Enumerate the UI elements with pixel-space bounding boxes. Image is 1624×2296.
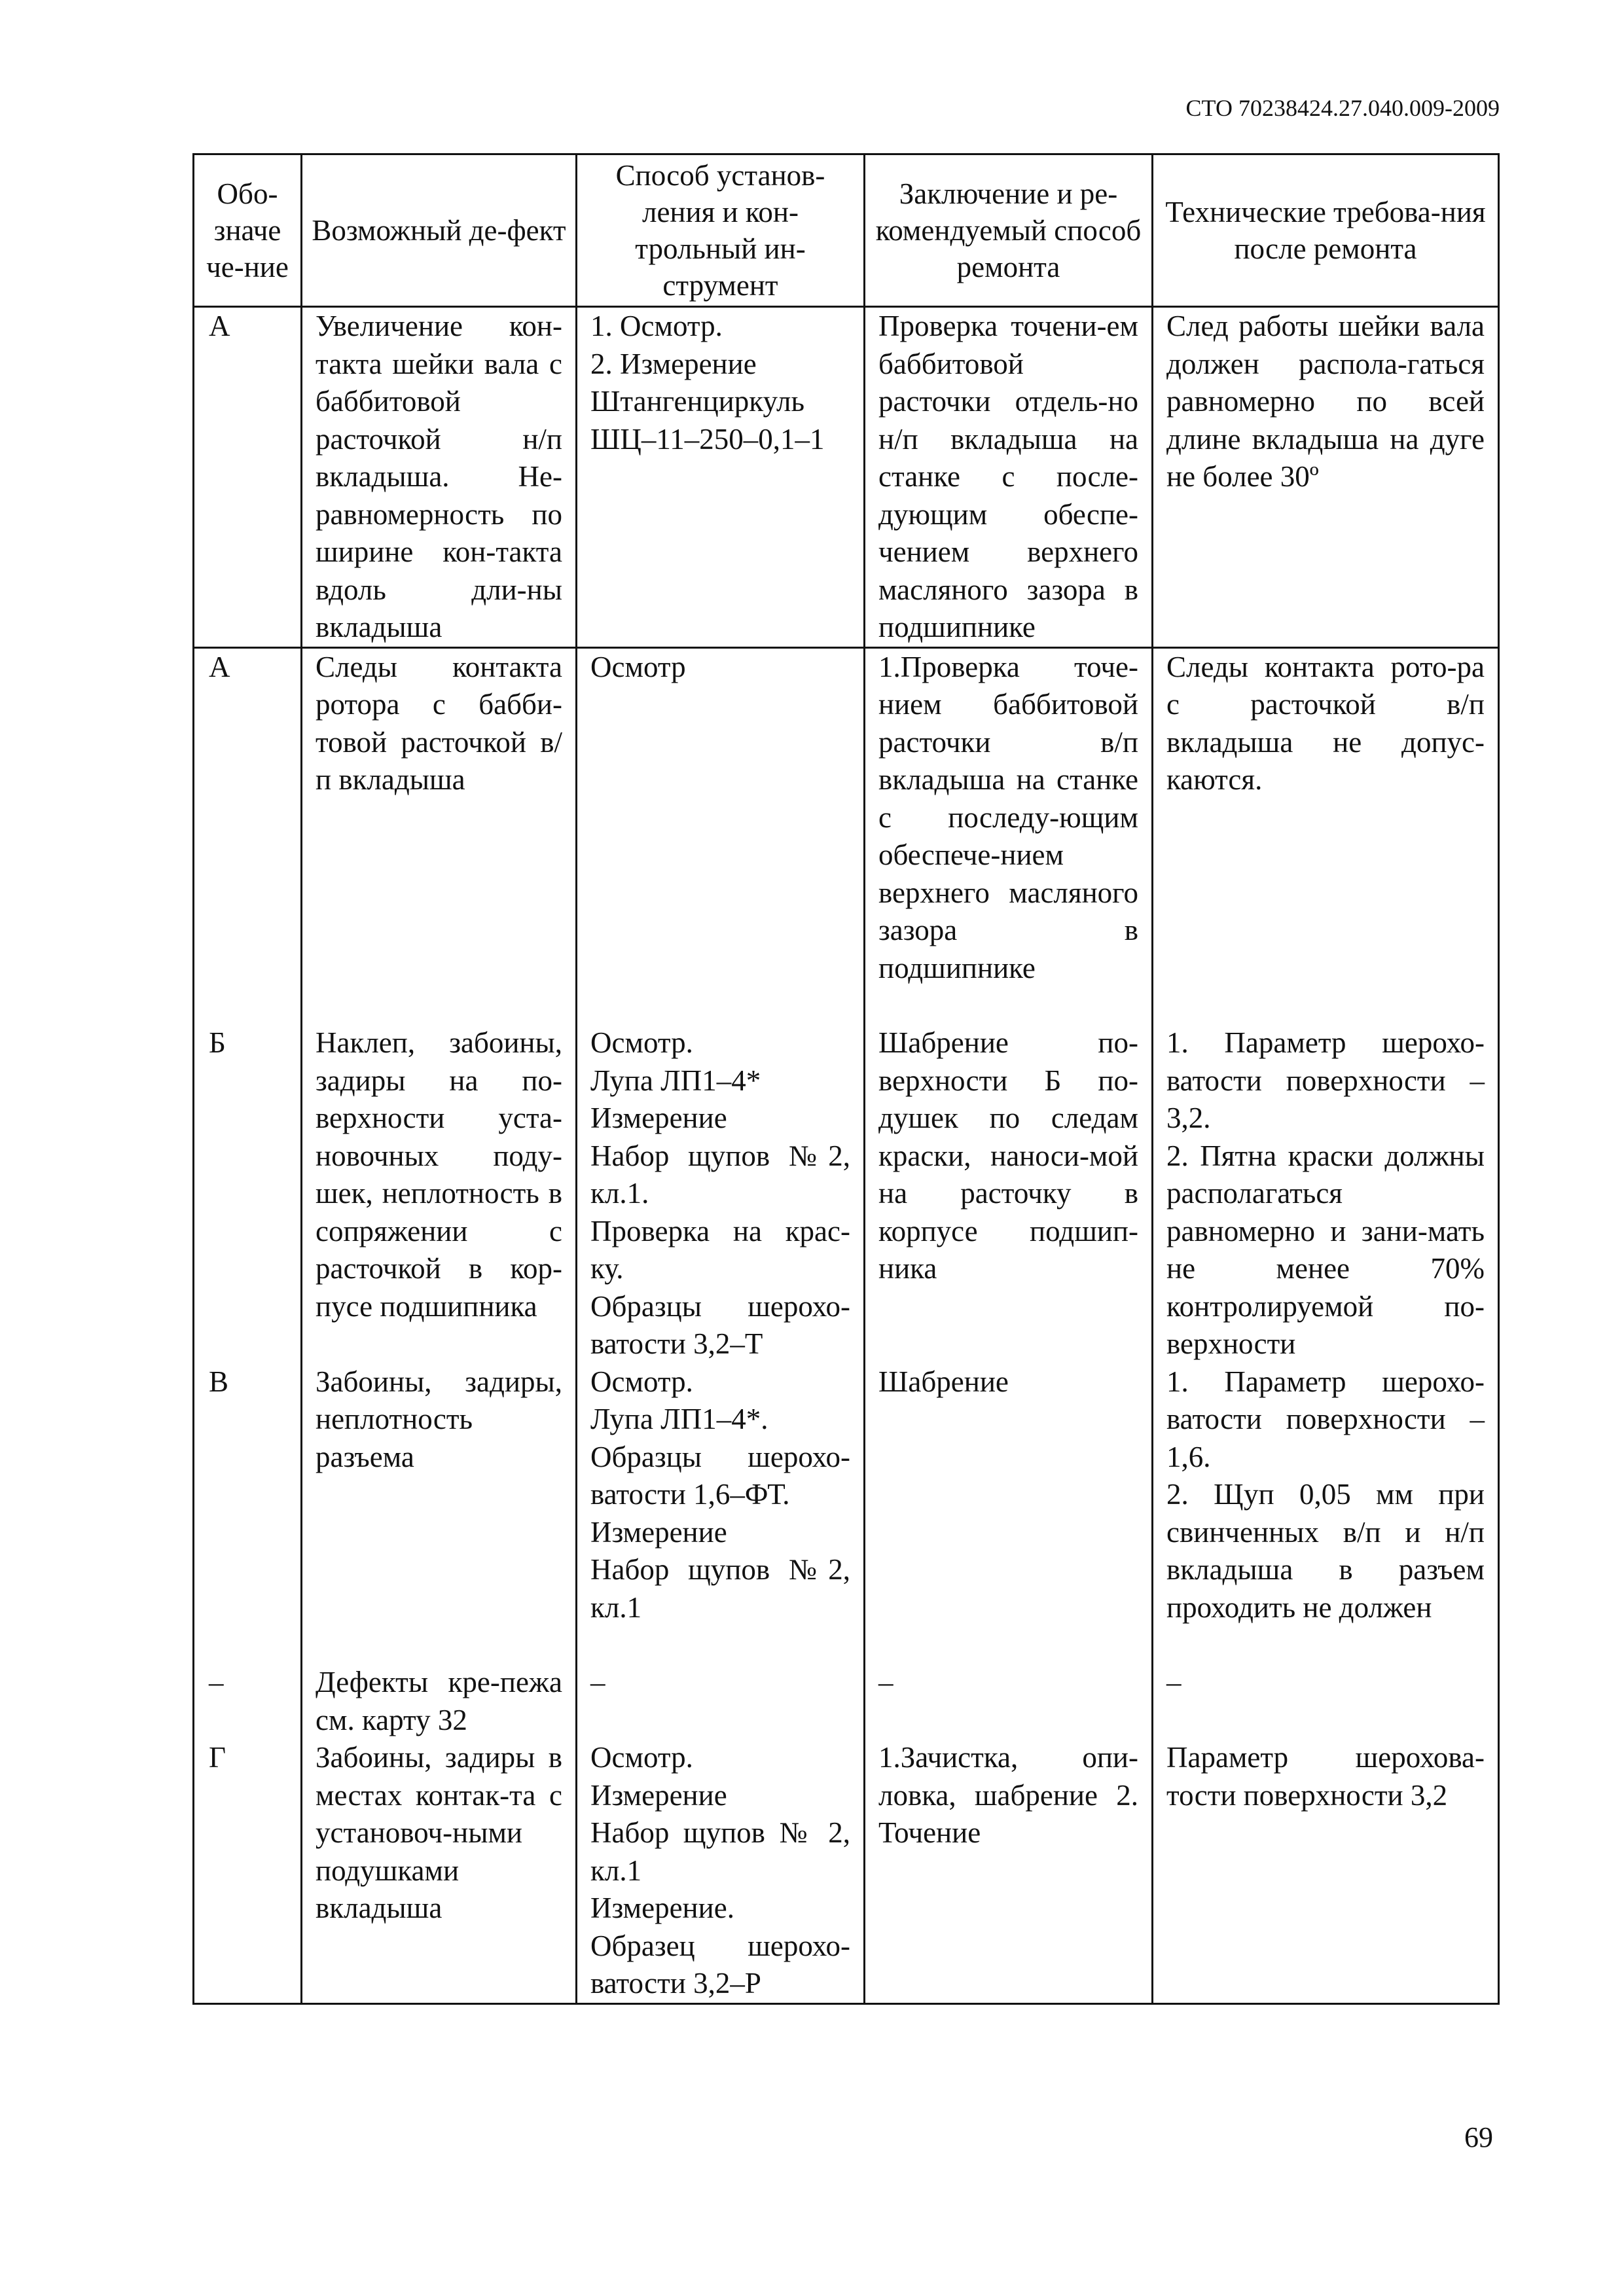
- method-line: Осмотр.: [590, 1026, 693, 1059]
- method-line: Осмотр.: [590, 1741, 693, 1774]
- method-line: Измерение: [590, 1102, 727, 1134]
- column-header-method: Способ установ-ления и кон-трольный ин-струмент: [577, 154, 865, 307]
- method-line: 1. Осмотр.: [590, 310, 723, 342]
- cell-requirements: [1153, 1024, 1499, 1363]
- defect-table: [192, 153, 1500, 2005]
- table-row: [194, 647, 1499, 1024]
- method-line: Образец шерохо-ватости 3,2–Р: [590, 1929, 850, 2000]
- cell-method: [577, 307, 865, 648]
- cell-code: В: [194, 1363, 302, 1664]
- method-line: 2. Измерение: [590, 347, 757, 380]
- method-line: Осмотр.: [590, 1365, 693, 1398]
- method-line: Лупа ЛП1–4*.: [590, 1403, 768, 1435]
- column-header-requirements: Технические требова-ния после ремонта: [1153, 154, 1499, 307]
- cell-code: А: [194, 647, 302, 1024]
- table-row: [194, 1024, 1499, 1363]
- cell-defect: Забоины, задиры в местах контак-та с установоч-ными подушками вкладыша: [302, 1739, 577, 2003]
- cell-repair: Шабрение: [865, 1363, 1153, 1664]
- cell-requirements: Следы контакта рото-ра с расточкой в/п вкладыша не допус-каются.: [1153, 647, 1499, 1024]
- method-line: Измерение: [590, 1515, 727, 1549]
- cell-repair: 1.Зачистка, опи-ловка, шабрение 2. Точение: [865, 1739, 1153, 2003]
- method-line: Набор щупов №2, кл.1: [590, 1553, 850, 1624]
- cell-repair: 1.Проверка точе-нием баббитовой расточки в/п вкладыша на станке с последу-ющим обеспече-нием верхнего масляного зазора в подшипнике: [865, 647, 1153, 1024]
- cell-defect: Следы контакта ротора с бабби-товой расточкой в/п вкладыша: [302, 647, 577, 1024]
- cell-requirements: След работы шейки вала должен распола-гаться равномерно по всей длине вкладыша на дуге не более 30º: [1153, 307, 1499, 648]
- method-line: Проверка на крас-ку.: [590, 1214, 850, 1285]
- table-header-row: [194, 154, 1499, 307]
- table-row: [194, 307, 1499, 648]
- method-line: –: [590, 1666, 605, 1698]
- cell-method: [577, 1363, 865, 1664]
- method-line: Образцы шерохо-ватости 3,2–Т: [590, 1289, 850, 1360]
- method-line: Образцы шерохо-ватости 1,6–ФТ.: [590, 1440, 850, 1511]
- cell-repair: Шабрение по-верхности Б по-душек по следам краски, наноси-мой на расточку в корпусе подшип-ника: [865, 1024, 1153, 1363]
- requirement-line: 2. Пятна краски должны располагаться равномерно и зани-мать не менее 70% контролируемой по-верхности: [1166, 1139, 1485, 1360]
- cell-method: [577, 1024, 865, 1363]
- column-header-repair: Заключение и ре-комендуемый способ ремонта: [865, 154, 1153, 307]
- method-line: Измерение.: [590, 1892, 734, 1924]
- method-line: Осмотр: [590, 650, 686, 683]
- cell-defect: Увеличение кон-такта шейки вала с баббитовой расточкой н/п вкладыша. Не-равномерность по ширине кон-такта вдоль дли-ны вкладыша: [302, 307, 577, 648]
- table-row: [194, 1664, 1499, 1739]
- column-header-defect: Возможный де-фект: [302, 154, 577, 307]
- table-row: [194, 1739, 1499, 2003]
- method-line: Измерение: [590, 1778, 727, 1812]
- cell-repair: –: [865, 1664, 1153, 1739]
- column-header-code: Обо-значе че-ние: [194, 154, 302, 307]
- requirement-line: 1. Параметр шерохо-ватости поверхности – 3,2.: [1166, 1026, 1485, 1134]
- cell-method: [577, 1664, 865, 1739]
- cell-code: Г: [194, 1739, 302, 2003]
- cell-repair: Проверка точени-ем баббитовой расточки отдель-но н/п вкладыша на станке с после-дующим обеспе-чением верхнего масляного зазора в подшипнике: [865, 307, 1153, 648]
- method-line: Лупа ЛП1–4*: [590, 1064, 761, 1097]
- method-line: Штангенциркуль ШЦ–11–250–0,1–1: [590, 385, 825, 456]
- cell-requirements: Параметр шерохова-тости поверхности 3,2: [1153, 1739, 1499, 2003]
- cell-requirements: –: [1153, 1664, 1499, 1739]
- cell-code: Б: [194, 1024, 302, 1363]
- table-row: [194, 1363, 1499, 1664]
- cell-requirements: [1153, 1363, 1499, 1664]
- cell-defect: Дефекты кре-пежа см. карту 32: [302, 1664, 577, 1739]
- cell-code: –: [194, 1664, 302, 1739]
- method-line: Набор щупов № 2, кл.1: [590, 1816, 850, 1887]
- cell-defect: Забоины, задиры, неплотность разъема: [302, 1363, 577, 1664]
- cell-method: [577, 647, 865, 1024]
- method-line: Набор щупов №2, кл.1.: [590, 1139, 850, 1210]
- cell-method: [577, 1739, 865, 2003]
- requirement-line: 2. Щуп 0,05 мм при свинченных в/п и н/п вкладыша в разъем проходить не должен: [1166, 1478, 1485, 1624]
- cell-code: А: [194, 307, 302, 648]
- requirement-line: 1. Параметр шерохо-ватости поверхности – 1,6.: [1166, 1365, 1485, 1473]
- document-code: СТО 70238424.27.040.009-2009: [1185, 95, 1500, 121]
- cell-defect: Наклеп, забоины, задиры на по-верхности уста-новочных поду-шек, неплотность в сопряжении с расточкой в кор-пусе подшипника: [302, 1024, 577, 1363]
- page-number: 69: [1464, 2121, 1493, 2153]
